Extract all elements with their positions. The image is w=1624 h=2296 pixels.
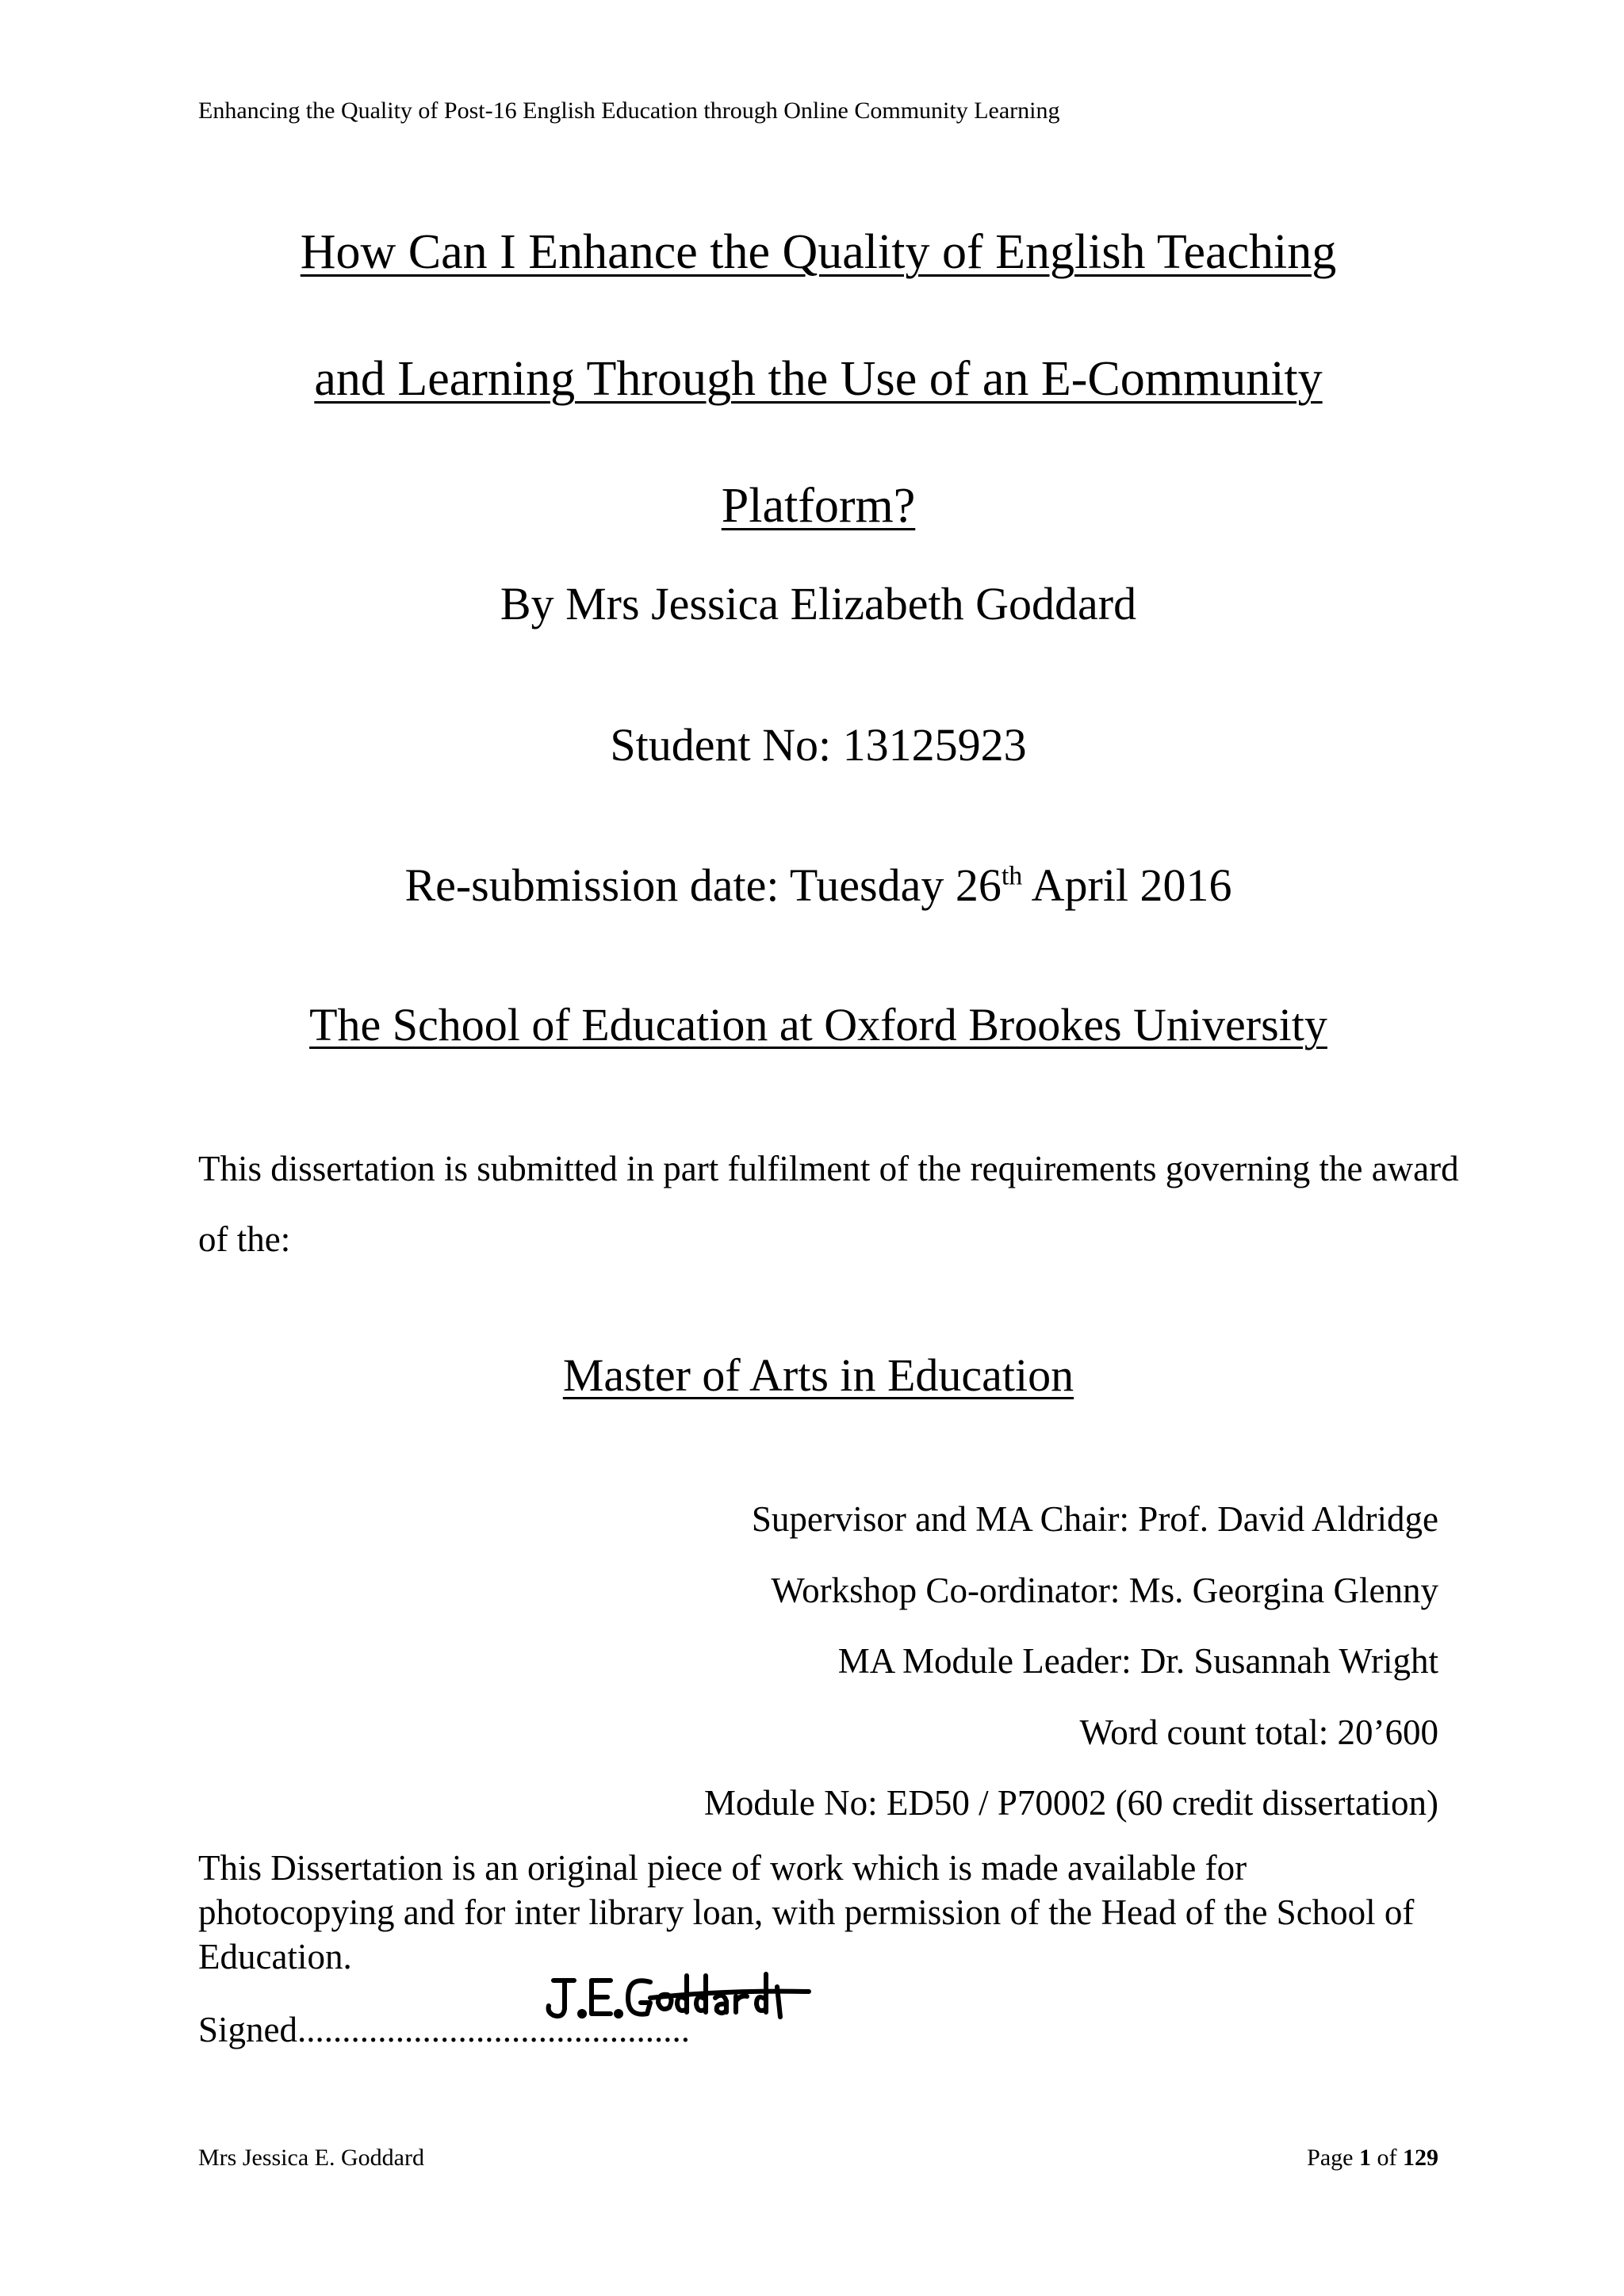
title-line-1: How Can I Enhance the Quality of English Teaching (300, 225, 1337, 279)
supervisor-line: Supervisor and MA Chair: Prof. David Aldridge (751, 1499, 1438, 1539)
page-of: of (1371, 2145, 1403, 2171)
page-total: 129 (1403, 2145, 1438, 2171)
resubmission-ordinal: th (1001, 861, 1023, 891)
resubmission-prefix: Re-submission date: Tuesday 26 (404, 859, 1002, 911)
module-leader-line: MA Module Leader: Dr. Susannah Wright (837, 1641, 1438, 1681)
title-line-2: and Learning Through the Use of an E-Community (314, 352, 1323, 406)
title-line-3: Platform? (721, 479, 916, 533)
page-current: 1 (1359, 2145, 1371, 2171)
module-number-line: Module No: ED50 / P70002 (60 credit dissertation) (703, 1783, 1438, 1823)
word-count-line: Word count total: 20’600 (1079, 1712, 1438, 1752)
submission-statement: This dissertation is submitted in part fulfilment of the requirements governing the award of the: (198, 1149, 1459, 1259)
signed-line: Signed............................................ (198, 2010, 691, 2049)
school-name: The School of Education at Oxford Brookes University (309, 999, 1327, 1050)
resubmission-rest: April 2016 (1022, 859, 1232, 911)
coordinator-line: Workshop Co-ordinator: Ms. Georgina Glenny (771, 1570, 1438, 1610)
dissertation-details (704, 1484, 1438, 1839)
author-line: By Mrs Jessica Elizabeth Goddard (500, 578, 1137, 629)
resubmission-date (198, 858, 1438, 913)
footer-author: Mrs Jessica E. Goddard (198, 2145, 424, 2171)
permission-statement: This Dissertation is an original piece of work which is made available for photocopying and for inter library loan, with permission of the Head of the School of Education. (198, 1848, 1415, 1976)
page-label: Page (1307, 2145, 1359, 2171)
page-number (1307, 2142, 1438, 2174)
degree-title: Master of Arts in Education (562, 1349, 1074, 1401)
running-header: Enhancing the Quality of Post-16 English Education through Online Community Learning (198, 98, 1060, 124)
dissertation-title (198, 189, 1438, 569)
student-number: Student No: 13125923 (610, 719, 1027, 771)
